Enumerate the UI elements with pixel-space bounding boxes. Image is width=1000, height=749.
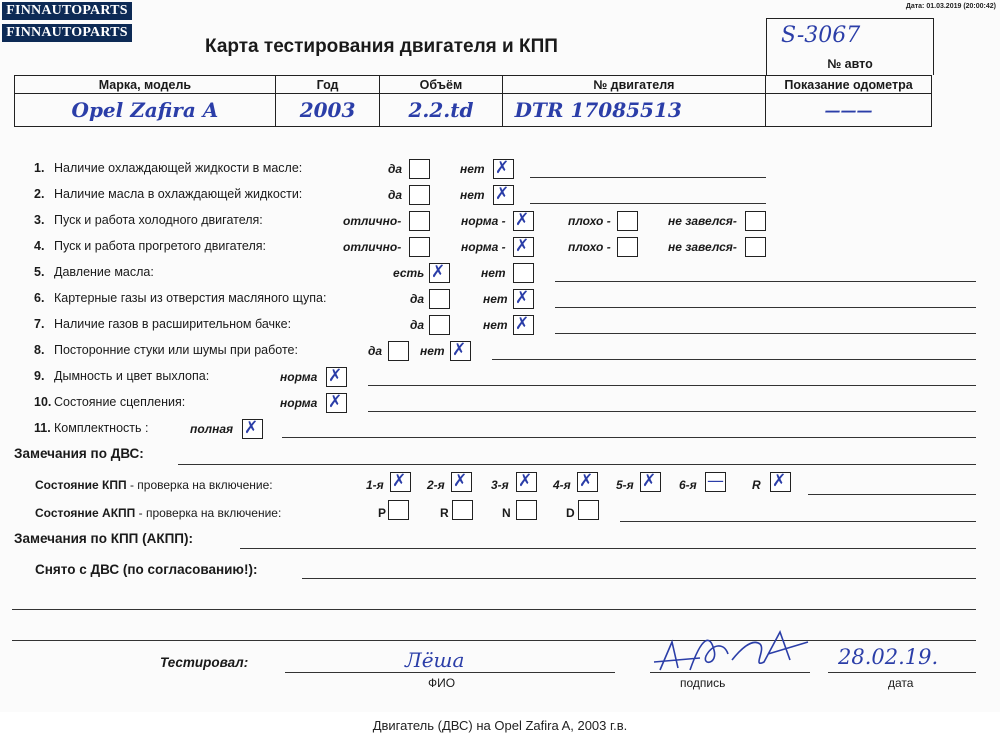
removed-line-2[interactable] (12, 609, 976, 610)
check-mark-icon: ✗ (328, 392, 343, 412)
kpp-status-label: Состояние КПП - проверка на включение: (35, 478, 273, 492)
item-text: Наличие газов в расширительном бачке: (54, 317, 292, 331)
item-text: Давление масла: (54, 265, 154, 279)
option-label: норма - (461, 240, 506, 254)
check-mark-icon: ✗ (515, 210, 530, 230)
item-number: 7. (34, 317, 45, 331)
item-text: Пуск и работа холодного двигателя: (54, 213, 263, 227)
check-mark-icon: ✗ (642, 471, 657, 491)
item-text: Состояние сцепления: (54, 395, 186, 409)
option-checkbox[interactable] (513, 315, 534, 335)
notes-line[interactable] (530, 203, 766, 204)
kpp-notes-line[interactable] (808, 494, 976, 495)
option-label: нет (460, 162, 485, 176)
item-text: Посторонние стуки или шумы при работе: (54, 343, 298, 357)
option-checkbox[interactable] (242, 419, 263, 439)
option-checkbox[interactable] (326, 367, 347, 387)
option-label: есть (393, 266, 425, 280)
option-label: не завелся- (668, 240, 737, 254)
akpp-checkbox[interactable] (452, 500, 473, 520)
date-value: 28.02.19. (838, 645, 939, 669)
column-header: Объём (380, 76, 502, 94)
option-checkbox[interactable] (513, 289, 534, 309)
odometer-value: ——— (766, 94, 932, 127)
removed-line-3[interactable] (12, 640, 976, 641)
column-header: № двигателя (502, 76, 765, 94)
akpp-checkbox[interactable] (388, 500, 409, 520)
option-checkbox[interactable] (429, 263, 450, 283)
option-checkbox[interactable] (409, 237, 430, 257)
option-checkbox[interactable] (513, 237, 534, 257)
year-value: 2003 (275, 94, 379, 127)
check-mark-icon: ✗ (452, 340, 467, 360)
option-checkbox[interactable] (513, 263, 534, 283)
option-label: плохо - (568, 240, 611, 254)
notes-line[interactable] (492, 359, 976, 360)
gear-checkbox[interactable] (770, 472, 791, 492)
option-label: нет (481, 266, 506, 280)
engine-remarks-label: Замечания по ДВС: (14, 446, 144, 461)
option-checkbox[interactable] (429, 289, 450, 309)
option-label: нет (460, 188, 485, 202)
brand-logo-secondary: FINNAUTOPARTS (2, 24, 132, 42)
item-text: Картерные газы из отверстия масляного щупа: (54, 291, 327, 305)
option-label: нет (483, 318, 508, 332)
engine-number-value: DTR 17085513 (502, 94, 765, 127)
name-caption: ФИО (428, 676, 456, 690)
table-row (15, 94, 932, 127)
item-number: 3. (34, 213, 45, 227)
option-label: да (388, 162, 403, 176)
gearbox-remarks-line[interactable] (240, 548, 976, 549)
option-label: отлично- (343, 240, 402, 254)
option-label: плохо - (568, 214, 611, 228)
gear-checkbox[interactable] (451, 472, 472, 492)
option-checkbox[interactable] (450, 341, 471, 361)
removed-label: Снято с ДВС (по согласованию!): (35, 562, 258, 577)
check-mark-icon: ✗ (515, 236, 530, 256)
gear-checkbox[interactable] (640, 472, 661, 492)
option-checkbox[interactable] (388, 341, 409, 361)
item-number: 6. (34, 291, 45, 305)
tester-name: Лёша (405, 648, 465, 672)
item-text: Наличие охлаждающей жидкости в масле: (54, 161, 303, 175)
item-number: 11. (34, 421, 51, 435)
item-number: 10. (34, 395, 52, 409)
item-number: 4. (34, 239, 45, 253)
akpp-label: P (378, 506, 387, 520)
akpp-status-label: Состояние АКПП - проверка на включение: (35, 506, 282, 520)
vehicle-table (14, 75, 932, 127)
date-caption: дата (888, 676, 914, 690)
check-mark-icon: ✗ (431, 262, 446, 282)
model-value: Opel Zafira A (15, 94, 276, 127)
option-label: норма - (461, 214, 506, 228)
item-number: 2. (34, 187, 45, 201)
item-text: Комплектность : (54, 421, 149, 435)
auto-number-value: S-3067 (781, 23, 861, 48)
volume-value: 2.2.td (380, 94, 502, 127)
notes-line[interactable] (555, 307, 976, 308)
dash-mark-icon: — (707, 471, 724, 491)
gearbox-remarks-label: Замечания по КПП (АКПП): (14, 531, 193, 546)
name-line[interactable] (285, 672, 615, 673)
gear-label: 4-я (553, 478, 571, 492)
image-caption: Двигатель (ДВС) на Opel Zafira A, 2003 г.в. (372, 718, 628, 733)
gear-label: 2-я (427, 478, 445, 492)
gear-checkbox[interactable] (705, 472, 726, 492)
tested-label: Тестировал: (160, 655, 249, 670)
gear-label: R (752, 478, 761, 492)
option-checkbox[interactable] (745, 211, 766, 231)
check-mark-icon: ✗ (579, 471, 594, 491)
gear-checkbox[interactable] (516, 472, 537, 492)
column-header: Марка, модель (15, 76, 276, 94)
option-checkbox[interactable] (409, 159, 430, 179)
option-label: да (388, 188, 403, 202)
option-checkbox[interactable] (617, 237, 638, 257)
option-checkbox[interactable] (745, 237, 766, 257)
option-label: да (368, 344, 383, 358)
check-mark-icon: ✗ (515, 288, 530, 308)
item-number: 5. (34, 265, 45, 279)
notes-line[interactable] (555, 281, 976, 282)
date-stamp: Дата: 01.03.2019 (20:00:42) (905, 3, 996, 10)
akpp-checkbox[interactable] (516, 500, 537, 520)
check-mark-icon: ✗ (392, 471, 407, 491)
notes-line[interactable] (530, 177, 766, 178)
column-header: Год (275, 76, 379, 94)
item-number: 9. (34, 369, 45, 383)
item-number: 8. (34, 343, 45, 357)
akpp-label: D (566, 506, 575, 520)
option-label: да (410, 292, 425, 306)
check-mark-icon: ✗ (495, 158, 510, 178)
auto-number-box (766, 18, 934, 75)
check-mark-icon: ✗ (328, 366, 343, 386)
check-mark-icon: ✗ (453, 471, 468, 491)
option-label: полная (190, 422, 234, 436)
akpp-label: N (502, 506, 511, 520)
akpp-notes-line[interactable] (620, 521, 976, 522)
option-label: норма (280, 370, 318, 384)
date-line[interactable] (828, 672, 976, 673)
option-label: нет (420, 344, 445, 358)
engine-remarks-line[interactable] (178, 464, 976, 465)
akpp-checkbox[interactable] (578, 500, 599, 520)
check-mark-icon: ✗ (515, 314, 530, 334)
option-label: норма (280, 396, 318, 410)
option-checkbox[interactable] (326, 393, 347, 413)
option-checkbox[interactable] (493, 185, 514, 205)
option-label: нет (483, 292, 508, 306)
column-header: Показание одометра (766, 76, 932, 94)
notes-line[interactable] (282, 437, 976, 438)
check-mark-icon: ✗ (244, 418, 259, 438)
option-label: не завелся- (668, 214, 737, 228)
option-label: да (410, 318, 425, 332)
option-checkbox[interactable] (409, 211, 430, 231)
table-header-row (15, 76, 932, 94)
item-text: Дымность и цвет выхлопа: (54, 369, 210, 383)
check-mark-icon: ✗ (772, 471, 787, 491)
gear-checkbox[interactable] (390, 472, 411, 492)
signature-mark (640, 620, 815, 680)
page-title: Карта тестирования двигателя и КПП (205, 36, 558, 57)
check-mark-icon: ✗ (495, 184, 510, 204)
notes-line[interactable] (368, 385, 976, 386)
auto-number-label: № авто (827, 57, 873, 71)
item-number: 1. (34, 161, 45, 175)
gear-checkbox[interactable] (577, 472, 598, 492)
option-checkbox[interactable] (493, 159, 514, 179)
notes-line[interactable] (368, 411, 976, 412)
option-checkbox[interactable] (409, 185, 430, 205)
notes-line[interactable] (555, 333, 976, 334)
akpp-label: R (440, 506, 449, 520)
option-label: отлично- (343, 214, 402, 228)
item-text: Пуск и работа прогретого двигателя: (54, 239, 266, 253)
option-checkbox[interactable] (429, 315, 450, 335)
removed-line-1[interactable] (302, 578, 976, 579)
brand-logo: FINNAUTOPARTS (2, 2, 132, 20)
option-checkbox[interactable] (513, 211, 534, 231)
signature-caption: подпись (680, 676, 726, 690)
gear-label: 1-я (366, 478, 384, 492)
item-text: Наличие масла в охлаждающей жидкости: (54, 187, 303, 201)
check-mark-icon: ✗ (518, 471, 533, 491)
gear-label: 5-я (616, 478, 634, 492)
option-checkbox[interactable] (617, 211, 638, 231)
gear-label: 6-я (679, 478, 697, 492)
gear-label: 3-я (491, 478, 509, 492)
